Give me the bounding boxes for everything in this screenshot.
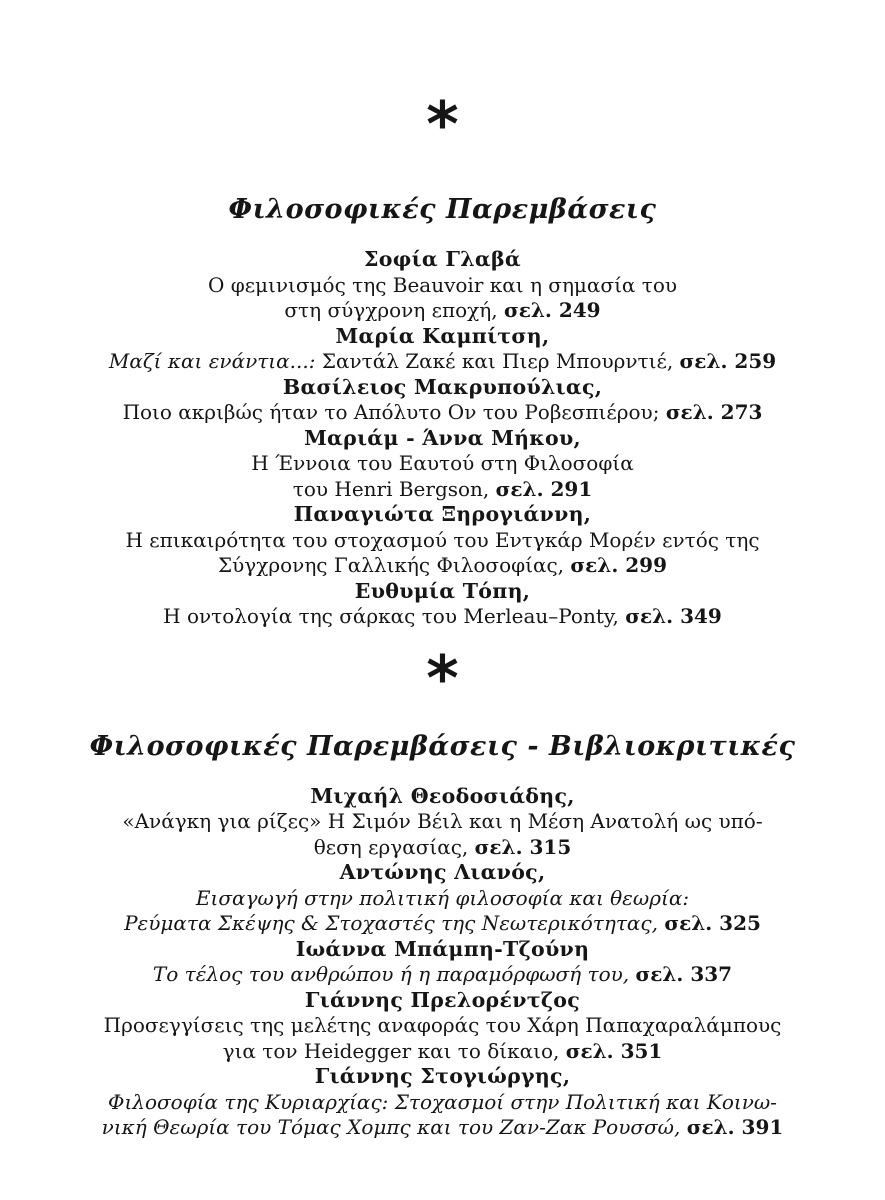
page-ref: σελ. 259	[679, 349, 777, 373]
entry-title-line	[0, 911, 885, 937]
title-text: Ποιο ακριβώς ήταν το Απόλυτο Ον του Ροβεσπιέρου;	[122, 400, 666, 424]
toc-entry	[0, 860, 885, 937]
toc-entry	[0, 502, 885, 579]
entry-title-line	[0, 1090, 885, 1116]
page-ref: σελ. 273	[665, 400, 763, 424]
title-text: «Ανάγκη για ρίζες» Η Σιμόν Βέιλ και η Μέση Ανατολή ως υπό-	[122, 809, 763, 833]
toc-entry	[0, 784, 885, 861]
page-ref: σελ. 337	[635, 962, 733, 986]
page-ref: σελ. 299	[570, 553, 667, 577]
entry-author: Παναγιώτα Ξηρογιάννη,	[293, 502, 592, 526]
entry-author: Μαρία Καμπίτση,	[335, 323, 550, 348]
title-text: θεση εργασίας,	[313, 834, 475, 859]
asterisk-separator-icon: *	[426, 88, 459, 161]
page-ref: σελ. 315	[474, 834, 572, 859]
entry-title-line	[0, 1115, 885, 1141]
title-text-italic: Το τέλος του ανθρώπου ή η παραμόρφωσή του,	[152, 962, 636, 986]
title-text-italic: Ρεύματα Σκέψης & Στοχαστές της Νεωτερικότητας,	[124, 911, 665, 935]
title-text: του Henri Bergson,	[292, 476, 496, 501]
toc-entry	[0, 324, 885, 375]
entry-title-line	[0, 604, 885, 630]
entry-title-line	[0, 349, 885, 375]
title-text: Η οντολογία της σάρκας του Merleau–Ponty,	[163, 604, 626, 628]
toc-entry	[0, 988, 885, 1065]
page-ref: σελ. 391	[686, 1115, 784, 1139]
entry-title-line	[0, 886, 885, 912]
title-text: Η επικαιρότητα του στοχασμού του Εντγκάρ Μορέν εντός της	[125, 527, 760, 552]
entry-author: Αντώνης Λιανός,	[339, 860, 546, 884]
entry-title-line	[0, 400, 885, 426]
entry-title-line	[0, 528, 885, 554]
entry-title-line	[0, 809, 885, 835]
toc-entry	[0, 937, 885, 988]
page-ref: σελ. 291	[495, 476, 593, 501]
toc-entry	[0, 579, 885, 630]
entry-title-line	[0, 273, 885, 299]
toc-entry	[0, 1064, 885, 1141]
toc-section	[0, 247, 885, 630]
asterisk-separator-icon: *	[426, 641, 459, 715]
title-text: Σαντάλ Ζακέ και Πιερ Μπουρντιέ,	[321, 349, 680, 373]
title-text: Ο φεμινισμός της Beauvoir και η σημασία του	[207, 272, 678, 297]
entry-author: Ιωάννα Μπάμπη-Τζούνη	[295, 936, 590, 961]
entry-author: Ευθυμία Τόπη,	[354, 578, 531, 603]
page-ref: σελ. 351	[565, 1038, 663, 1063]
section-heading: Φιλοσοφικές Παρεμβάσεις - Βιβλιοκριτικές	[89, 730, 796, 762]
entry-author: Σοφία Γλαβά	[364, 247, 521, 271]
entry-author: Μαριάμ - Άννα Μήκου,	[304, 425, 581, 450]
title-text: στη σύγχρονη εποχή,	[284, 298, 504, 322]
page-ref: σελ. 349	[625, 604, 722, 628]
entry-author: Γιάννης Στογιώργης,	[314, 1064, 571, 1088]
entry-author: Γιάννης Πρελορέντζος	[304, 987, 581, 1012]
entry-author: Μιχαήλ Θεοδοσιάδης,	[310, 783, 575, 808]
title-text-italic: Εισαγωγή στην πολιτική φιλοσοφία και θεωρία:	[195, 885, 690, 910]
entry-title-line	[0, 962, 885, 988]
entry-title-line	[0, 298, 885, 324]
title-text-italic: νική Θεωρία του Τόμας Χομπς και του Ζαν-Ζακ Ρουσσώ,	[101, 1115, 687, 1139]
page-ref: σελ. 325	[664, 911, 761, 935]
title-text: Σύγχρονης Γαλλικής Φιλοσοφίας,	[217, 553, 571, 577]
toc-entry	[0, 375, 885, 426]
toc-entry	[0, 247, 885, 324]
title-text-italic: Φιλοσοφία της Κυριαρχίας: Στοχασμοί στην Πολιτική και Κοινω-	[108, 1089, 777, 1114]
page-ref: σελ. 249	[504, 298, 601, 322]
title-text: για τον Heidegger και το δίκαιο,	[222, 1038, 566, 1063]
toc-section	[0, 784, 885, 1141]
title-text-italic: Μαζί και ενάντια...:	[108, 349, 322, 373]
entry-title-line	[0, 477, 885, 503]
title-text: Η Έννοια του Εαυτού στη Φιλοσοφία	[251, 451, 634, 475]
section-heading: Φιλοσοφικές Παρεμβάσεις	[228, 194, 657, 225]
toc-entry	[0, 426, 885, 503]
entry-title-line	[0, 451, 885, 477]
entry-title-line	[0, 1039, 885, 1065]
entry-title-line	[0, 835, 885, 861]
entry-author: Βασίλειος Μακρυπούλιας,	[282, 374, 603, 399]
title-text: Προσεγγίσεις της μελέτης αναφοράς του Χάρη Παπαχαραλάμπους	[103, 1013, 782, 1037]
entry-title-line	[0, 1013, 885, 1039]
entry-title-line	[0, 553, 885, 579]
